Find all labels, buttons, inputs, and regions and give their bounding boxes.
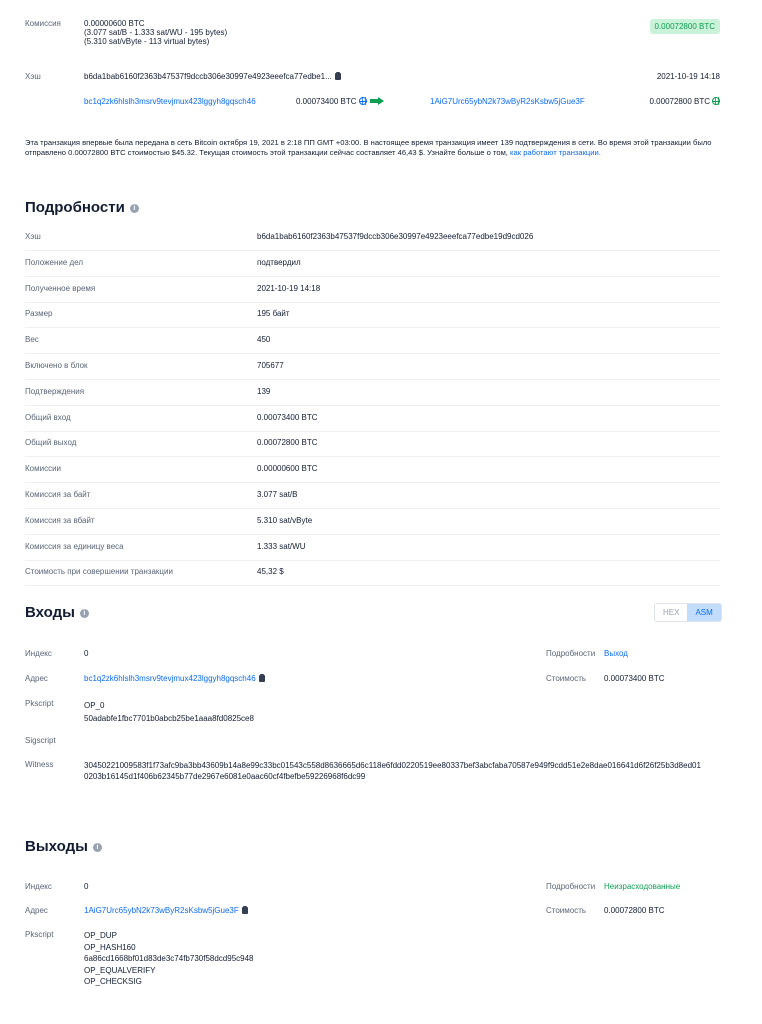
input-pkscript <box>84 699 254 725</box>
input-sigscript-label: Sigscript <box>25 736 56 745</box>
details-row-key: Стоимость при совершении транзакции <box>25 567 173 577</box>
hex-toggle[interactable]: HEX <box>655 604 687 621</box>
globe-icon[interactable] <box>712 97 720 105</box>
from-amount-text: 0.00073400 BTC <box>296 97 357 106</box>
input-details-label: Подробности <box>546 649 596 658</box>
witness-line: 0203b16145d1f406b62345b77de2967e6081e0aac60cf4fbefbe59226968f6dc99 <box>84 772 366 781</box>
pkscript-line: 50adabfe1fbc7701b0abcb25be1aaa8fd0825ce8 <box>84 714 254 723</box>
copy-icon[interactable] <box>335 73 341 80</box>
asm-toggle[interactable]: ASM <box>687 604 720 621</box>
details-heading <box>25 199 139 216</box>
output-pkscript-label: Pkscript <box>25 930 54 939</box>
input-value-label: Стоимость <box>546 674 587 683</box>
input-witness <box>84 760 720 782</box>
details-row <box>25 457 720 483</box>
pkscript-line: 6a86cd1668bf01d83de3c74fb730f58dcd95c948 <box>84 954 254 963</box>
output-value: 0.00072800 BTC <box>604 906 665 915</box>
total-output-badge: 0.00072800 BTC <box>650 19 721 34</box>
transaction-description <box>25 138 725 157</box>
output-address-label: Адрес <box>25 906 48 915</box>
output-address <box>84 906 248 915</box>
details-row-key: Вес <box>25 335 39 345</box>
to-amount <box>650 97 721 106</box>
details-row-key: Комиссия за байт <box>25 490 91 499</box>
to-address-link[interactable]: 1AiG7Urc65ybN2k73wByR2sKsbw5jGue3F <box>430 97 585 106</box>
info-icon[interactable]: i <box>130 204 139 213</box>
details-row-key: Размер <box>25 309 53 319</box>
output-details-label: Подробности <box>546 882 596 891</box>
details-row-key: Включено в блок <box>25 361 88 370</box>
block-link[interactable]: 705677 <box>257 361 284 370</box>
details-row-value: b6da1bab6160f2363b47537f9dccb306e30997e4923eeefca77edbe19d9cd026 <box>257 232 534 241</box>
details-row-key: Комиссия за вбайт <box>25 515 95 525</box>
info-icon[interactable]: i <box>93 843 102 852</box>
inputs-title: Входы <box>25 604 75 621</box>
arrow-right-icon <box>370 97 384 105</box>
input-address-link[interactable]: bc1q2zk6hlslh3msrv9tevjmux423lggyh8gqsch46 <box>84 674 256 683</box>
outputs-heading <box>25 838 102 855</box>
details-row-value: 2021-10-19 14:18 <box>257 283 321 293</box>
fee-block <box>84 19 227 46</box>
input-index-value: 0 <box>84 649 89 658</box>
details-row <box>25 509 720 535</box>
details-row-key: Комиссии <box>25 464 62 474</box>
details-row <box>25 483 720 509</box>
details-row-value: 0.00072800 BTC <box>257 438 318 448</box>
input-index-label: Индекс <box>25 649 52 658</box>
copy-icon[interactable] <box>259 675 265 682</box>
output-status: Неизрасходованные <box>604 882 681 891</box>
details-row <box>25 328 720 354</box>
details-row-value: 3.077 sat/B <box>257 490 298 499</box>
details-row <box>25 225 720 251</box>
copy-icon[interactable] <box>242 907 248 914</box>
details-row-value: 5.310 sat/vByte <box>257 515 313 525</box>
details-row-key: Положение дел <box>25 257 84 267</box>
output-index-value: 0 <box>84 882 89 891</box>
fee-detail-vbytes: (5.310 sat/vByte - 113 virtual bytes) <box>84 37 210 46</box>
script-format-toggle <box>654 603 722 622</box>
from-amount <box>296 97 384 106</box>
details-row-value: подтвердил <box>257 257 301 267</box>
pkscript-line: OP_HASH160 <box>84 942 136 952</box>
details-row-key: Общий выход <box>25 438 77 448</box>
output-address-link[interactable]: 1AiG7Urc65ybN2k73wByR2sKsbw5jGue3F <box>84 906 239 915</box>
hash-short-text: b6da1bab6160f2363b47537f9dccb306e30997e4923eeefca77edbe1... <box>84 72 332 81</box>
from-address-link[interactable]: bc1q2zk6hlslh3msrv9tevjmux423lggyh8gqsch46 <box>84 97 256 106</box>
hash-label: Хэш <box>25 72 41 81</box>
input-address-label: Адрес <box>25 674 48 683</box>
details-row <box>25 431 720 457</box>
details-row-value: 195 байт <box>257 309 290 319</box>
details-row-key: Полученное время <box>25 283 96 293</box>
input-witness-label: Witness <box>25 760 54 769</box>
details-row-key: Подтверждения <box>25 386 85 396</box>
details-row <box>25 302 720 328</box>
learn-more-link[interactable]: как работают транзакции. <box>510 147 601 157</box>
input-value: 0.00073400 BTC <box>604 674 665 683</box>
pkscript-line: OP_CHECKSIG <box>84 977 142 986</box>
fee-label: Комиссия <box>25 19 61 28</box>
output-value-label: Стоимость <box>546 906 587 915</box>
details-row <box>25 277 720 303</box>
details-row-value: 0.00000600 BTC <box>257 464 318 474</box>
info-icon[interactable]: i <box>80 609 89 618</box>
details-row-value: 450 <box>257 335 271 345</box>
pkscript-line: OP_0 <box>84 701 105 710</box>
hash-short <box>84 72 341 81</box>
input-details-link[interactable]: Выход <box>604 649 628 658</box>
output-index-label: Индекс <box>25 882 52 891</box>
details-row <box>25 560 720 586</box>
input-pkscript-label: Pkscript <box>25 699 54 708</box>
details-row-value: 1.333 sat/WU <box>257 541 306 551</box>
globe-icon[interactable] <box>359 97 367 105</box>
details-row-value: 45,32 $ <box>257 567 284 577</box>
details-row <box>25 406 720 432</box>
to-amount-text: 0.00072800 BTC <box>649 97 710 106</box>
pkscript-line: OP_EQUALVERIFY <box>84 965 156 975</box>
summary-timestamp: 2021-10-19 14:18 <box>656 72 720 81</box>
witness-line: 30450221009583f1f73afc9ba3bb43609b14a8e99c33bc01543c558d8636665d6c118e6fdd0220519ee80337bef3abcfaba70587e949f9cdd51e2e8dae016641d6f26f25b3d8ed01 <box>84 761 701 770</box>
details-row-value: 0.00073400 BTC <box>257 412 318 422</box>
details-row-key: Общий вход <box>25 412 71 422</box>
description-text: Эта транзакция впервые была передана в сеть Bitcoin октября 19, 2021 в 2:18 ПП GMT +03:00. В настоящее время транзакция имеет 139 подтверждения в сети. Во время этой транзакции было отправлено 0.00072800 BTC стоимостью $45.32. Текущая стоимость этой транзакции сейчас составляет 46,43 $. Узнайте больше о том, <box>25 138 712 157</box>
details-row-key: Комиссия за единицу веса <box>25 541 124 551</box>
details-row <box>25 251 720 277</box>
details-row <box>25 535 720 561</box>
details-title: Подробности <box>25 199 125 216</box>
details-row-key: Хэш <box>25 232 41 241</box>
output-pkscript <box>84 930 254 988</box>
details-row <box>25 380 720 406</box>
pkscript-line: OP_DUP <box>84 931 117 940</box>
details-row-value: 139 <box>257 386 271 396</box>
fee-detail-bytes: (3.077 sat/B - 1.333 sat/WU - 195 bytes) <box>84 28 228 37</box>
input-address <box>84 674 265 683</box>
details-row <box>25 354 720 380</box>
fee-value: 0.00000600 BTC <box>84 19 145 28</box>
inputs-heading <box>25 604 89 621</box>
outputs-title: Выходы <box>25 838 88 855</box>
